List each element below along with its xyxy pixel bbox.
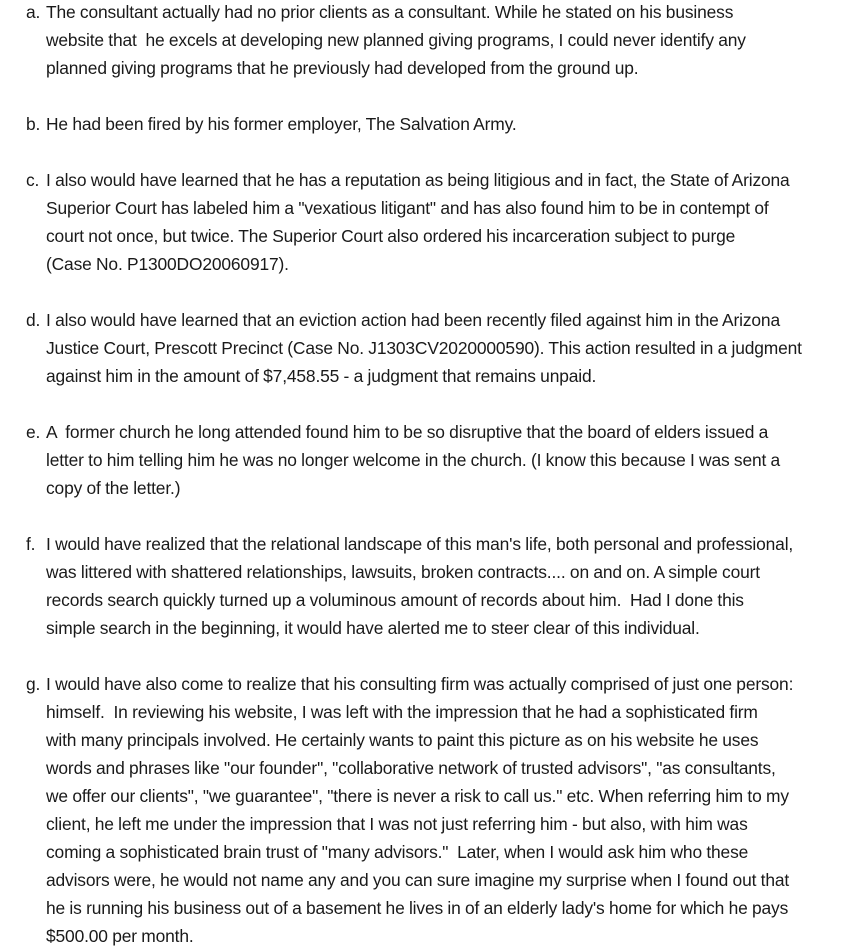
text-line: Superior Court has labeled him a "vexatious litigant" and has also found him to be in contempt of	[46, 198, 769, 218]
text-line: himself. In reviewing his website, I was left with the impression that he had a sophisticated firm	[46, 702, 758, 722]
list-item-text	[46, 0, 746, 82]
text-line: simple search in the beginning, it would have alerted me to steer clear of this individual.	[46, 618, 700, 638]
text-line: I would have also come to realize that his consulting firm was actually comprised of just one person:	[46, 674, 794, 694]
list-item-text	[46, 418, 780, 502]
list-item-label: a.	[26, 2, 41, 22]
text-line: letter to him telling him he was no longer welcome in the church. (I know this because I was sent a	[46, 450, 781, 470]
text-line: A former church he long attended found him to be so disruptive that the board of elders issued a	[46, 422, 769, 442]
text-line: copy of the letter.)	[46, 478, 181, 498]
list-item-label: b.	[26, 114, 41, 134]
list-item-label: c.	[26, 170, 40, 190]
text-line: he is running his business out of a basement he lives in of an elderly lady's home for which he pays	[46, 898, 789, 918]
text-line: I also would have learned that an eviction action had been recently filed against him in the Arizona	[46, 310, 780, 330]
text-line: coming a sophisticated brain trust of "many advisors." Later, when I would ask him who these	[46, 842, 749, 862]
text-line: I would have realized that the relational landscape of this man's life, both personal and professional,	[46, 534, 794, 554]
text-line: court not once, but twice. The Superior Court also ordered his incarceration subject to purge	[46, 226, 736, 246]
list-item-text	[46, 166, 790, 278]
list-item-text	[46, 306, 802, 390]
text-line: advisors were, he would not name any and you can sure imagine my surprise when I found out that	[46, 870, 790, 890]
list-item-label: g.	[26, 674, 41, 694]
list-item-text	[46, 530, 793, 642]
text-line: records search quickly turned up a voluminous amount of records about him. Had I done this	[46, 590, 744, 610]
text-line: with many principals involved. He certainly wants to paint this picture as on his website he uses	[46, 730, 759, 750]
text-line: The consultant actually had no prior clients as a consultant. While he stated on his business	[46, 2, 734, 22]
list-item-text	[46, 110, 517, 138]
text-line: words and phrases like "our founder", "collaborative network of trusted advisors", "as consultants,	[46, 758, 776, 778]
text-line: client, he left me under the impression that I was not just referring him - but also, with him was	[46, 814, 748, 834]
text-line: was littered with shattered relationships, lawsuits, broken contracts.... on and on. A simple court	[46, 562, 760, 582]
text-line: He had been fired by his former employer, The Salvation Army.	[46, 114, 517, 134]
text-line: $500.00 per month.	[46, 926, 194, 946]
list-item-text	[46, 670, 793, 950]
text-line: we offer our clients", "we guarantee", "there is never a risk to call us." etc. When referring him to my	[46, 786, 789, 806]
text-line: Justice Court, Prescott Precinct (Case No. J1303CV2020000590). This action resulted in a judgment	[46, 338, 802, 358]
text-line: (Case No. P1300DO20060917).	[46, 254, 289, 274]
text-line: I also would have learned that he has a reputation as being litigious and in fact, the State of Arizona	[46, 170, 790, 190]
list-item-label: f.	[26, 534, 36, 554]
text-line: planned giving programs that he previously had developed from the ground up.	[46, 58, 639, 78]
text-line: website that he excels at developing new planned giving programs, I could never identify any	[46, 30, 746, 50]
list-item-label: e.	[26, 422, 41, 442]
text-line: against him in the amount of $7,458.55 - a judgment that remains unpaid.	[46, 366, 597, 386]
list-item-label: d.	[26, 310, 41, 330]
